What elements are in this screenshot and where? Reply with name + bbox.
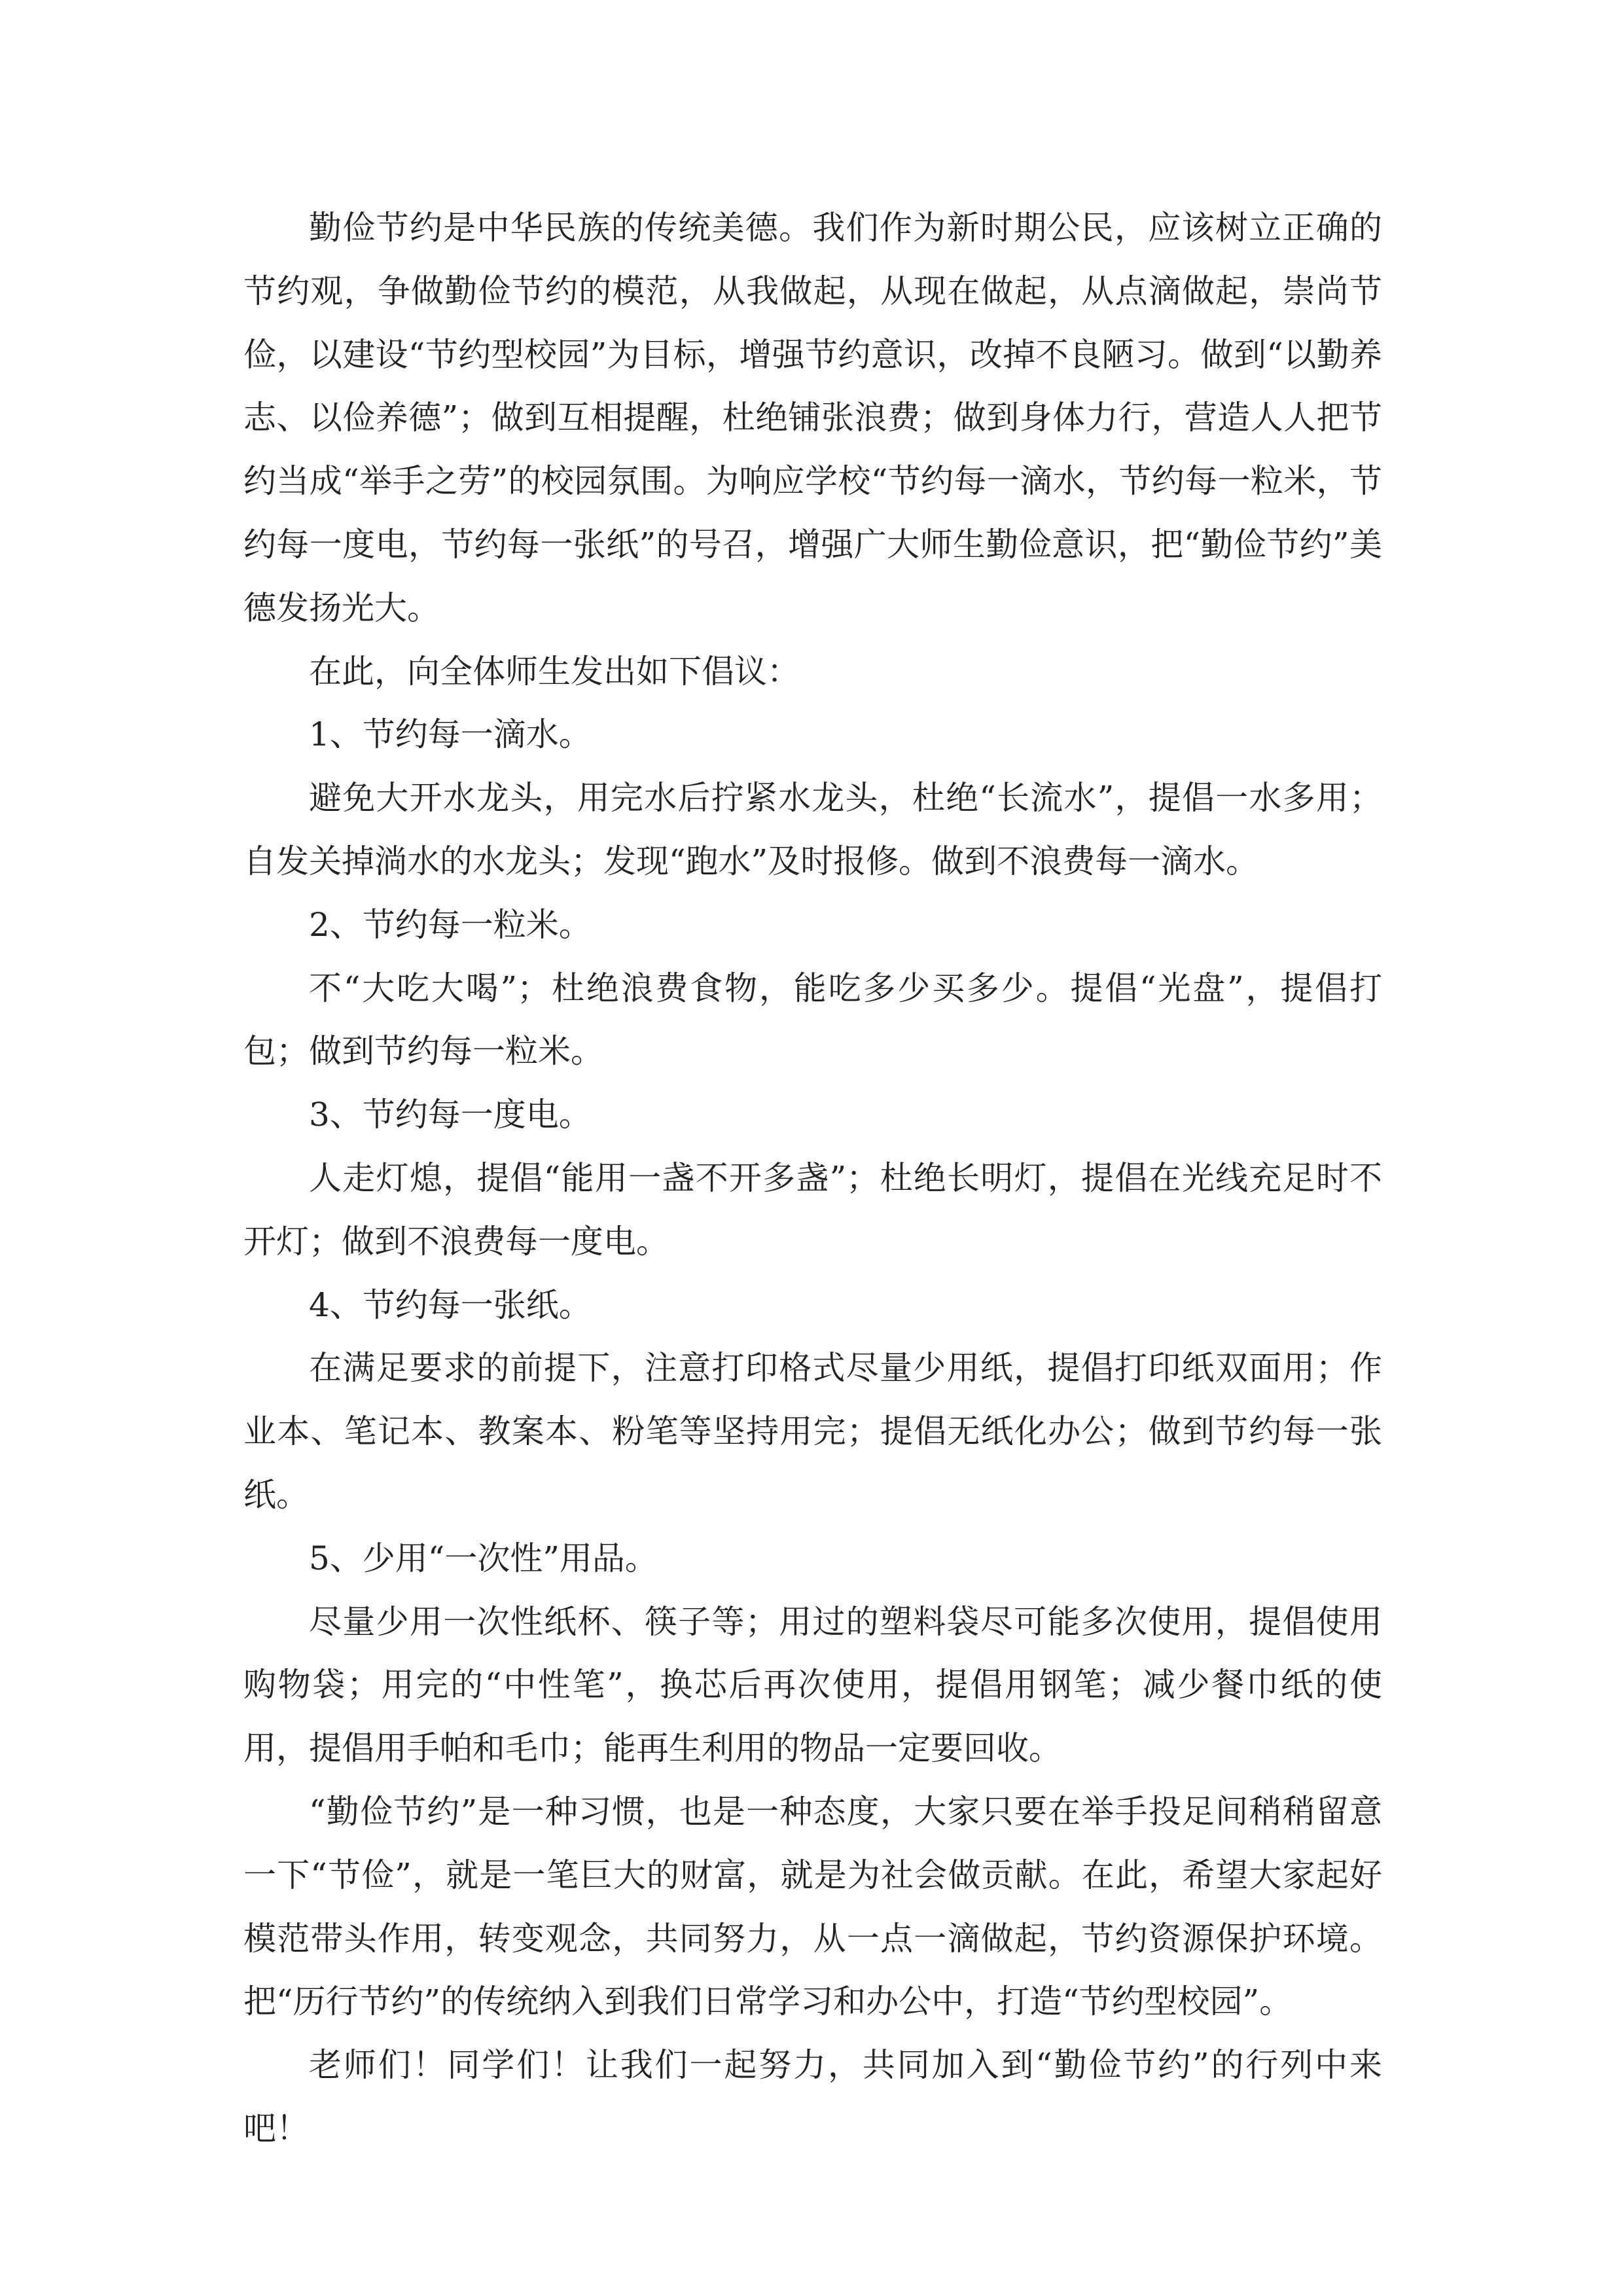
item-heading-electricity: 3、节约每一度电。 [309,1096,592,1134]
item-body-water: 避免大开水龙头，用完水后拧紧水龙头，杜绝“长流水”，提倡一水多用；自发关掉淌水的水龙头；发现“跑水”及时报修。做到不浪费每一滴水。 [243,779,1382,880]
item-body-rice: 不“大吃大喝”；杜绝浪费食物，能吃多少买多少。提倡“光盘”，提倡打包；做到节约每一粒米。 [243,969,1382,1071]
proposal-intro: 在此，向全体师生发出如下倡议： [309,652,800,691]
closing-paragraph: “勤俭节约”是一种习惯，也是一种态度，大家只要在举手投足间稍稍留意一下“节俭”，就是一笔巨大的财富，就是为社会做贡献。在此，希望大家起好模范带头作用，转变观念，共同努力，从一点一滴做起，节约资源保护环境。把“历行节约”的传统纳入到我们日常学习和办公中，打造“节约型校园”。 [243,1792,1382,2021]
call-to-action: 老师们！同学们！让我们一起努力，共同加入到“勤俭节约”的行列中来吧！ [243,2046,1382,2147]
document-body [243,196,1382,2161]
item-heading-water: 1、节约每一滴水。 [309,715,592,754]
intro-paragraph: 勤俭节约是中华民族的传统美德。我们作为新时期公民，应该树立正确的节约观，争做勤俭节约的模范，从我做起，从现在做起，从点滴做起，崇尚节俭，以建设“节约型校园”为目标，增强节约意识，改掉不良陋习。做到“以勤养志、以俭养德”；做到互相提醒，杜绝铺张浪费；做到身体力行，营造人人把节约当成“举手之劳”的校园氛围。为响应学校“节约每一滴水，节约每一粒米，节约每一度电，节约每一张纸”的号召，增强广大师生勤俭意识，把“勤俭节约”美德发扬光大。 [243,209,1382,627]
item-body-electricity: 人走灯熄，提倡“能用一盏不开多盏”；杜绝长明灯，提倡在光线充足时不开灯；做到不浪费每一度电。 [243,1158,1382,1261]
item-heading-disposable: 5、少用“一次性”用品。 [309,1539,658,1577]
item-heading-paper: 4、节约每一张纸。 [309,1285,592,1324]
item-body-disposable: 尽量少用一次性纸杯、筷子等；用过的塑料袋尽可能多次使用，提倡使用购物袋；用完的“中性笔”，换芯后再次使用，提倡用钢笔；减少餐巾纸的使用，提倡用手帕和毛巾；能再生利用的物品一定要回收。 [243,1602,1382,1768]
item-body-paper: 在满足要求的前提下，注意打印格式尽量少用纸，提倡打印纸双面用；作业本、笔记本、教案本、粉笔等坚持用完；提倡无纸化办公；做到节约每一张纸。 [243,1349,1382,1514]
item-heading-rice: 2、节约每一粒米。 [309,905,592,944]
